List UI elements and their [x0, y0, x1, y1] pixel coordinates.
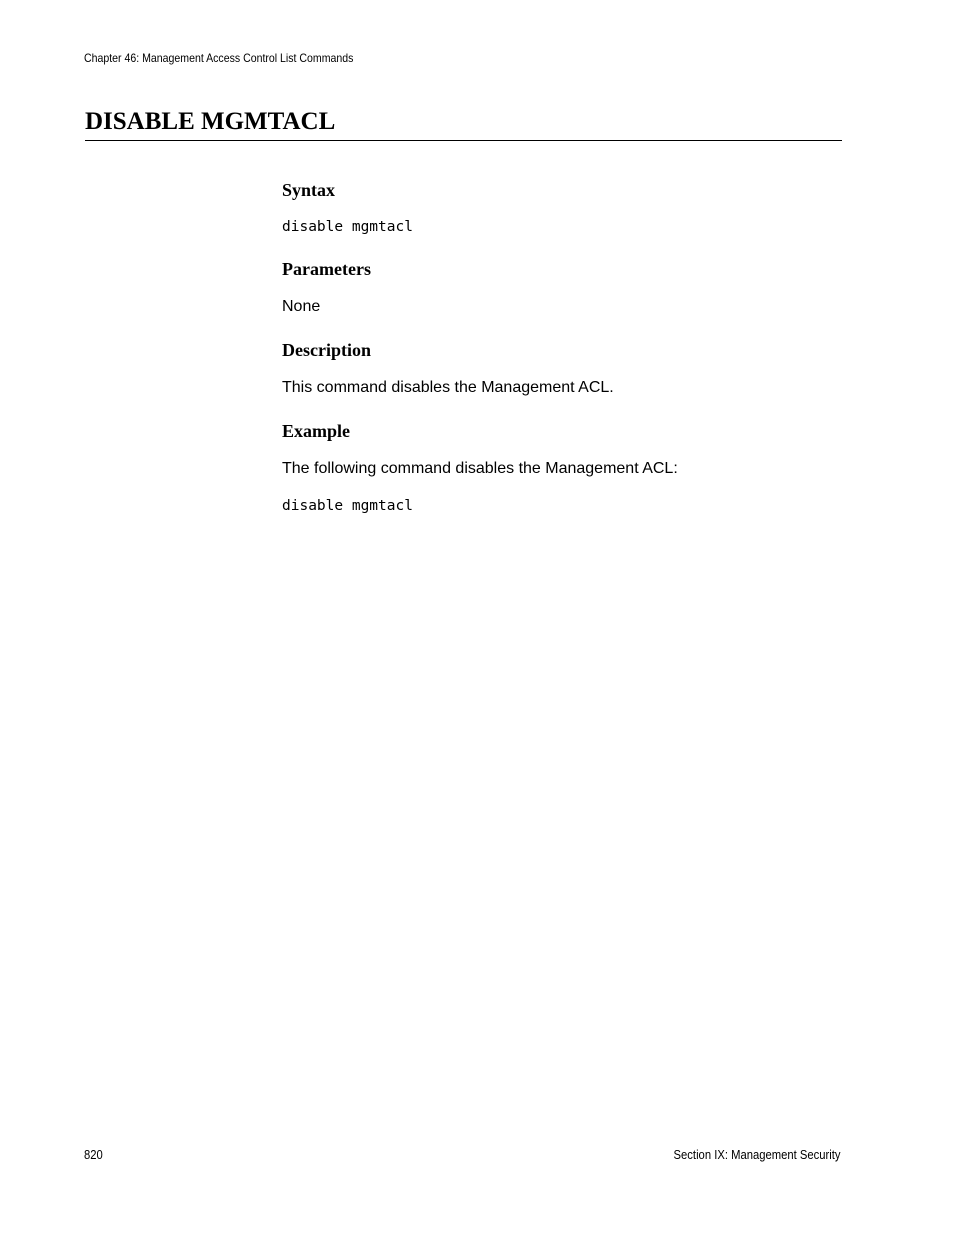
- example-code: disable mgmtacl: [282, 498, 413, 514]
- page-number: 820: [84, 1148, 103, 1162]
- syntax-heading: Syntax: [282, 180, 336, 200]
- syntax-code: disable mgmtacl: [282, 219, 413, 235]
- description-heading: Description: [282, 340, 371, 360]
- running-header: Chapter 46: Management Access Control List Commands: [84, 51, 354, 65]
- example-heading: Example: [282, 421, 351, 441]
- parameters-text: None: [282, 298, 321, 315]
- description-text: This command disables the Management ACL.: [282, 379, 614, 396]
- running-footer-section: Section IX: Management Security: [674, 1148, 841, 1162]
- parameters-heading: Parameters: [282, 259, 371, 279]
- title-divider: [85, 140, 842, 141]
- page-title: DISABLE MGMTACL: [85, 108, 336, 135]
- example-text: The following command disables the Management ACL:: [282, 460, 678, 477]
